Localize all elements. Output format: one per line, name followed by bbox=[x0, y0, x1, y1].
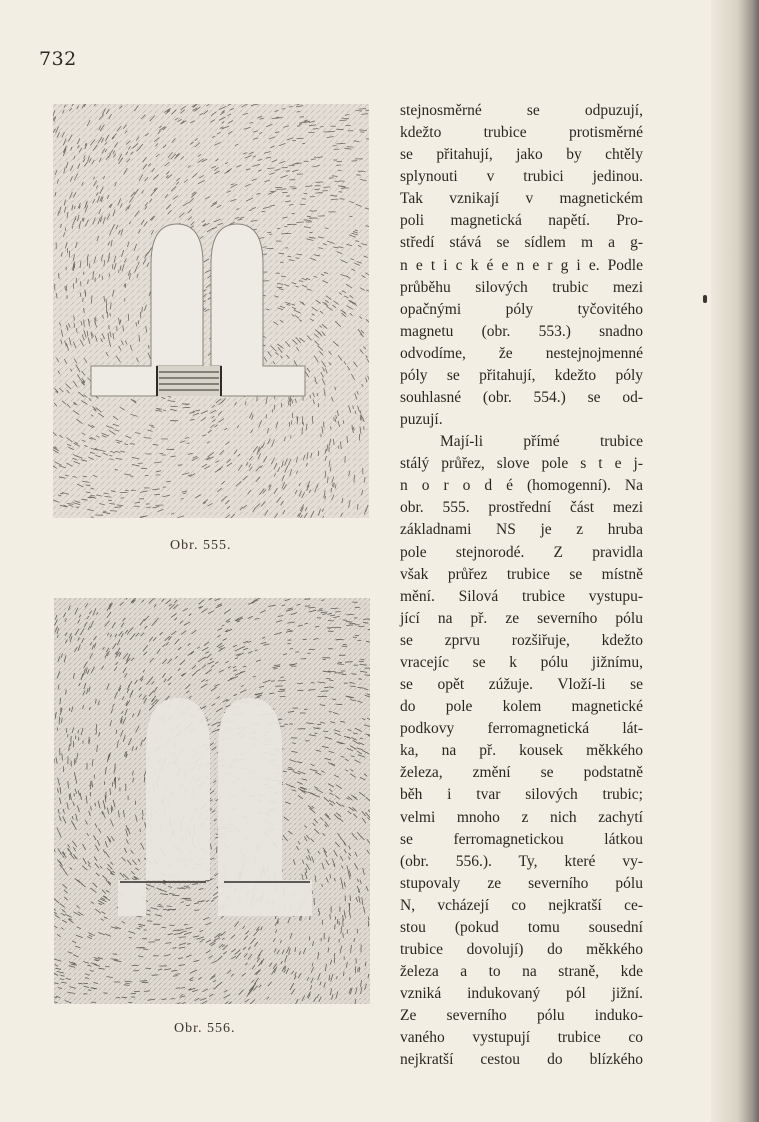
text-line: se opět zúžuje. Vloží-li se bbox=[400, 676, 643, 694]
iron-filing-stroke bbox=[141, 468, 147, 469]
iron-filing-stroke bbox=[345, 662, 353, 663]
iron-filing-stroke bbox=[266, 415, 267, 419]
iron-filing-stroke bbox=[181, 888, 185, 889]
iron-filing-stroke bbox=[302, 427, 303, 434]
iron-filing-stroke bbox=[103, 993, 107, 994]
iron-filing-stroke bbox=[76, 216, 77, 220]
iron-filing-stroke bbox=[317, 611, 322, 612]
iron-filing-stroke bbox=[345, 456, 346, 463]
iron-filing-stroke bbox=[75, 735, 76, 738]
iron-filing-stroke bbox=[343, 620, 348, 621]
text-line: železa, změní se podstatně bbox=[400, 764, 643, 782]
text-line: splynouti v trubici jedinou. bbox=[400, 168, 643, 186]
iron-filing-stroke bbox=[91, 517, 94, 518]
iron-filing-stroke bbox=[178, 465, 183, 466]
iron-filing-stroke bbox=[115, 777, 116, 781]
iron-filing-stroke bbox=[347, 147, 354, 148]
iron-filing-stroke bbox=[356, 111, 362, 112]
text-line: puzují. bbox=[400, 411, 443, 429]
iron-filing-stroke bbox=[281, 691, 285, 692]
text-line: stou (pokud tomu sousední bbox=[400, 918, 643, 936]
iron-filing-stroke bbox=[340, 199, 345, 200]
iron-filing-stroke bbox=[287, 643, 290, 644]
text-line: podkovy ferromagnetická lát- bbox=[400, 720, 643, 738]
iron-filings-horseshoe-magnet-illustration bbox=[54, 598, 370, 1004]
text-line: Mají-li přímé trubice bbox=[440, 433, 643, 451]
iron-filing-stroke bbox=[334, 482, 335, 487]
text-line: jící na př. ze severního pólu bbox=[400, 609, 643, 627]
iron-filing-stroke bbox=[144, 777, 145, 783]
text-line: pole stejnorodé. Z pravidla bbox=[400, 543, 643, 561]
text-line: stálý průřez, slove pole s t e j- bbox=[400, 455, 643, 473]
iron-filing-stroke bbox=[326, 678, 330, 679]
body-text-column bbox=[400, 100, 643, 1071]
iron-filing-stroke bbox=[341, 930, 342, 933]
iron-filing-stroke bbox=[331, 608, 338, 609]
text-line: však průřez trubice se místně bbox=[400, 565, 643, 583]
iron-filing-stroke bbox=[112, 264, 113, 269]
text-line: se ferromagnetickou látkou bbox=[400, 830, 643, 848]
text-line: se zprvu rozšiřuje, kdežto bbox=[400, 631, 643, 649]
text-line: N, vcházejí co nejkratší ce- bbox=[400, 896, 643, 914]
iron-filing-stroke bbox=[335, 612, 341, 613]
iron-filing-stroke bbox=[309, 936, 310, 940]
ink-smudge bbox=[703, 295, 707, 303]
iron-filing-stroke bbox=[140, 981, 148, 982]
text-line: nejkratší cestou do blízkého bbox=[400, 1051, 643, 1069]
page-number: 732 bbox=[39, 48, 77, 70]
text-line: do pole kolem magnetické bbox=[400, 698, 643, 716]
text-line: železa a to na straně, kde bbox=[400, 963, 643, 981]
text-line: souhlasné (obr. 554.) se od- bbox=[400, 389, 643, 407]
iron-filing-stroke bbox=[130, 444, 135, 445]
text-line: středí stává se sídlem m a g- bbox=[400, 234, 643, 252]
text-line: poli magnetická napětí. Pro- bbox=[400, 212, 643, 230]
iron-filing-stroke bbox=[337, 129, 344, 130]
iron-filing-stroke bbox=[279, 253, 284, 254]
iron-filing-stroke bbox=[277, 287, 282, 288]
text-line: opačnými póly tyčovitého bbox=[400, 300, 643, 318]
text-line: kdežto trubice protisměrné bbox=[400, 124, 643, 142]
text-line: trubice dovolují) do měkkého bbox=[400, 940, 643, 958]
iron-filing-stroke bbox=[350, 895, 351, 901]
text-line: mění. Silová trubice vystupu- bbox=[400, 587, 643, 605]
iron-filing-stroke bbox=[365, 675, 370, 676]
iron-filing-stroke bbox=[182, 407, 189, 408]
figure-556-caption: Obr. 556. bbox=[174, 1021, 236, 1036]
text-line: základnami NS je z hruba bbox=[400, 521, 643, 539]
iron-filing-stroke bbox=[316, 193, 323, 194]
iron-filing-stroke bbox=[155, 940, 160, 941]
text-line: odvodíme, že nestejnojmenné bbox=[400, 344, 643, 362]
iron-filing-stroke bbox=[308, 607, 315, 608]
text-line: vaného vystupují trubice co bbox=[400, 1029, 643, 1047]
iron-filing-stroke bbox=[333, 146, 337, 147]
text-line: n e t i c k é e n e r g i e. Podle bbox=[400, 256, 643, 274]
iron-filing-stroke bbox=[346, 614, 354, 615]
iron-filing-stroke bbox=[301, 659, 306, 660]
iron-filing-stroke bbox=[104, 296, 105, 302]
iron-filing-stroke bbox=[122, 997, 127, 998]
iron-filing-stroke bbox=[67, 328, 68, 331]
text-line: magnetu (obr. 553.) snadno bbox=[400, 322, 643, 340]
iron-filings-bar-magnet-illustration bbox=[53, 104, 369, 518]
iron-filing-stroke bbox=[297, 126, 300, 127]
iron-filing-stroke bbox=[105, 966, 109, 967]
iron-filing-stroke bbox=[302, 143, 305, 144]
iron-filing-stroke bbox=[110, 511, 117, 512]
iron-filing-stroke bbox=[143, 810, 144, 816]
iron-filing-stroke bbox=[66, 285, 67, 291]
text-line: Tak vznikají v magnetickém bbox=[400, 190, 643, 208]
text-line: vracejíc se k pólu jižnímu, bbox=[400, 653, 643, 671]
text-line: (obr. 556.). Ty, které vy- bbox=[400, 852, 643, 870]
iron-filing-stroke bbox=[321, 938, 322, 941]
text-line: póly se přitahují, kdežto póly bbox=[400, 366, 643, 384]
text-line: ka, na př. kousek měkkého bbox=[400, 742, 643, 760]
text-line: se přitahují, jako by chtěly bbox=[400, 146, 643, 164]
text-line: velmi mnoho z nich zachytí bbox=[400, 808, 643, 826]
iron-filing-stroke bbox=[106, 306, 107, 314]
iron-filing-stroke bbox=[181, 902, 184, 903]
figure-555-caption: Obr. 555. bbox=[170, 538, 232, 553]
text-line: běh i tvar silových trubic; bbox=[400, 786, 643, 804]
text-line: průběhu silových trubic mezi bbox=[400, 278, 643, 296]
text-line: n o r o d é (homogenní). Na bbox=[400, 477, 643, 495]
text-line: stejnosměrné se odpuzují, bbox=[400, 102, 643, 119]
iron-filing-stroke bbox=[297, 683, 303, 684]
text-line: Ze severního pólu induko- bbox=[400, 1007, 643, 1025]
iron-filing-stroke bbox=[343, 933, 344, 938]
text-line: stupovaly ze severního pólu bbox=[400, 874, 643, 892]
text-line: obr. 555. prostřední část mezi bbox=[400, 499, 643, 517]
page-edge-shadow bbox=[711, 0, 759, 1122]
iron-filing-stroke bbox=[179, 937, 186, 938]
text-line: vzniká indukovaný pól jižní. bbox=[400, 985, 643, 1003]
figure-556-image bbox=[54, 598, 370, 1004]
iron-filing-stroke bbox=[302, 199, 307, 200]
figure-555-image bbox=[53, 104, 369, 518]
iron-filing-stroke bbox=[152, 975, 159, 976]
iron-filing-stroke bbox=[346, 622, 352, 623]
iron-filing-stroke bbox=[305, 599, 310, 600]
iron-filing-stroke bbox=[71, 743, 72, 747]
iron-filing-stroke bbox=[323, 187, 331, 188]
